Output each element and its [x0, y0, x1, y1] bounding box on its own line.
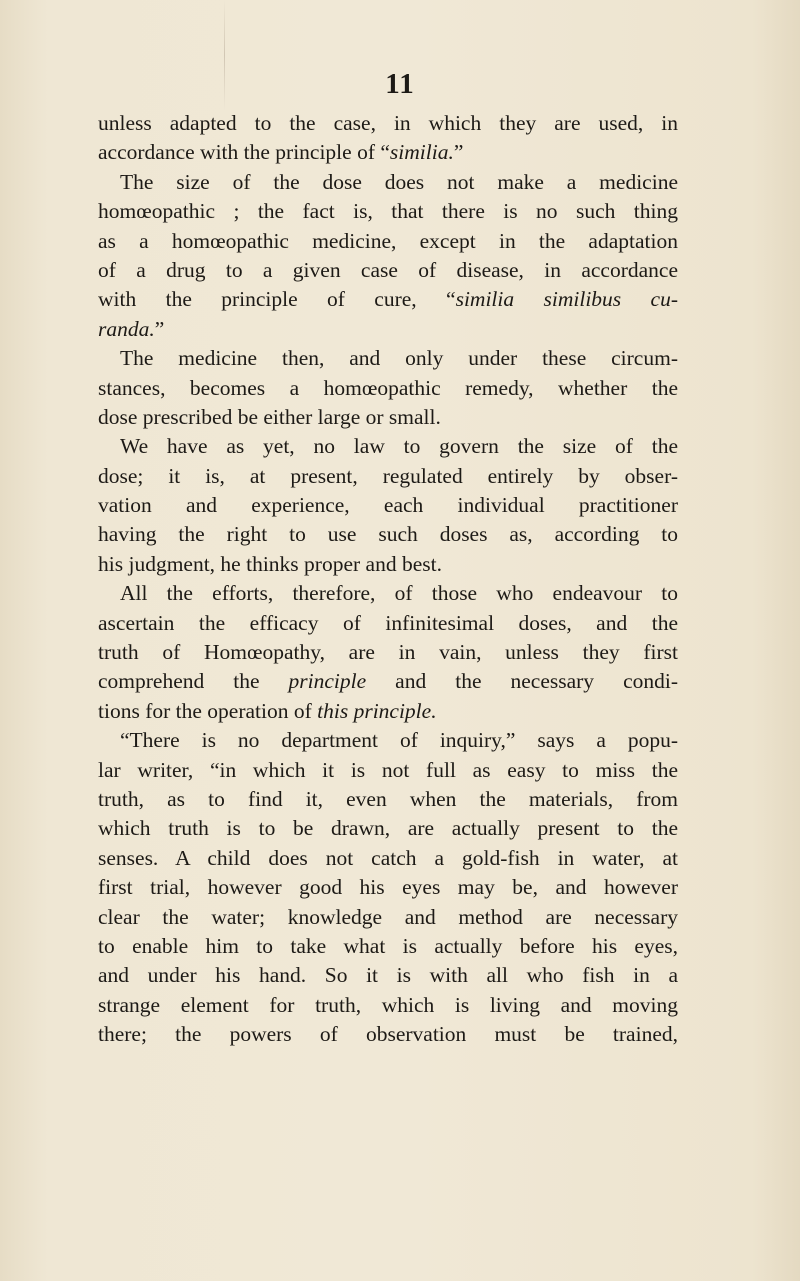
text-run: senses. A child does not catch a gold-fish in water, at	[98, 845, 678, 870]
text-run: to enable him to take what is actually before his eyes,	[98, 933, 678, 958]
text-line	[98, 697, 678, 726]
text-line	[98, 932, 678, 961]
text-run: his judgment, he thinks proper and best.	[98, 551, 442, 576]
text-line	[98, 785, 678, 814]
text-run: of a drug to a given case of disease, in accordance	[98, 257, 678, 282]
text-run: ascertain the efficacy of infinitesimal doses, and the	[98, 610, 678, 635]
text-run: unless adapted to the case, in which they are used, in	[98, 111, 678, 135]
text-run: dose; it is, at present, regulated entirely by obser-	[98, 463, 678, 488]
text-line	[98, 991, 678, 1020]
text-run: stances, becomes a homœopathic remedy, whether the	[98, 375, 678, 400]
text-line	[98, 844, 678, 873]
text-line	[98, 315, 678, 344]
text-run: strange element for truth, which is living and moving	[98, 992, 678, 1017]
text-run: truth, as to find it, even when the materials, from	[98, 786, 678, 811]
italic-text-run: similia.	[389, 140, 454, 165]
text-line	[98, 520, 678, 549]
text-line	[98, 903, 678, 932]
text-line	[98, 285, 678, 314]
text-line	[98, 344, 678, 373]
text-run: lar writer, “in which it is not full as easy to miss the	[98, 757, 678, 782]
text-run: and under his hand. So it is with all who fish in a	[98, 963, 678, 988]
text-run: accordance with the principle of “	[98, 140, 390, 165]
text-run: The medicine then, and only under these circum-	[120, 346, 678, 371]
text-line	[98, 256, 678, 285]
text-run: clear the water; knowledge and method are necessary	[98, 904, 678, 929]
body-text	[98, 109, 678, 1050]
text-line	[98, 462, 678, 491]
text-line	[98, 726, 678, 755]
text-line	[98, 638, 678, 667]
text-line	[98, 873, 678, 902]
text-line	[98, 609, 678, 638]
text-run: “There is no department of inquiry,” says a popu-	[120, 728, 678, 753]
text-line	[98, 197, 678, 226]
text-line	[98, 109, 678, 138]
text-line	[98, 403, 678, 432]
text-run: which truth is to be drawn, are actually present to the	[98, 816, 678, 841]
text-run: as a homœopathic medicine, except in the adaptation	[98, 228, 678, 253]
text-run: having the right to use such doses as, according to	[98, 522, 678, 547]
text-line	[98, 227, 678, 256]
page-number: 11	[385, 68, 415, 100]
text-run: dose prescribed be either large or small.	[98, 404, 441, 429]
text-line	[98, 374, 678, 403]
italic-text-run: randa.	[98, 316, 155, 341]
text-run: with the principle of cure, “	[98, 287, 456, 312]
text-run: there; the powers of observation must be trained,	[98, 1022, 678, 1047]
italic-text-run: this principle.	[317, 698, 437, 723]
text-run: The size of the dose does not make a medicine	[120, 169, 678, 194]
text-line	[98, 491, 678, 520]
text-line	[98, 432, 678, 461]
text-line	[98, 168, 678, 197]
text-line	[98, 1020, 678, 1049]
text-run: and the necessary condi-	[366, 669, 678, 694]
italic-text-run: principle	[288, 669, 367, 694]
text-run: We have as yet, no law to govern the size of the	[120, 434, 678, 459]
text-run: homœopathic ; the fact is, that there is no such thing	[98, 199, 678, 224]
text-run: first trial, however good his eyes may be, and however	[98, 875, 678, 900]
text-run: truth of Homœopathy, are in vain, unless they first	[98, 640, 678, 665]
text-run: All the efforts, therefore, of those who endeavour to	[120, 581, 678, 606]
text-run: ”	[154, 316, 165, 341]
text-line	[98, 667, 678, 696]
text-line	[98, 961, 678, 990]
text-line	[98, 550, 678, 579]
text-run: tions for the operation of	[98, 698, 318, 723]
text-line	[98, 814, 678, 843]
italic-text-run: similia similibus cu-	[455, 287, 678, 312]
text-run: ”	[453, 140, 464, 165]
text-line	[98, 579, 678, 608]
text-run: comprehend the	[98, 669, 289, 694]
text-line	[98, 756, 678, 785]
text-run: vation and experience, each individual practitioner	[98, 493, 678, 518]
text-line	[98, 138, 678, 167]
